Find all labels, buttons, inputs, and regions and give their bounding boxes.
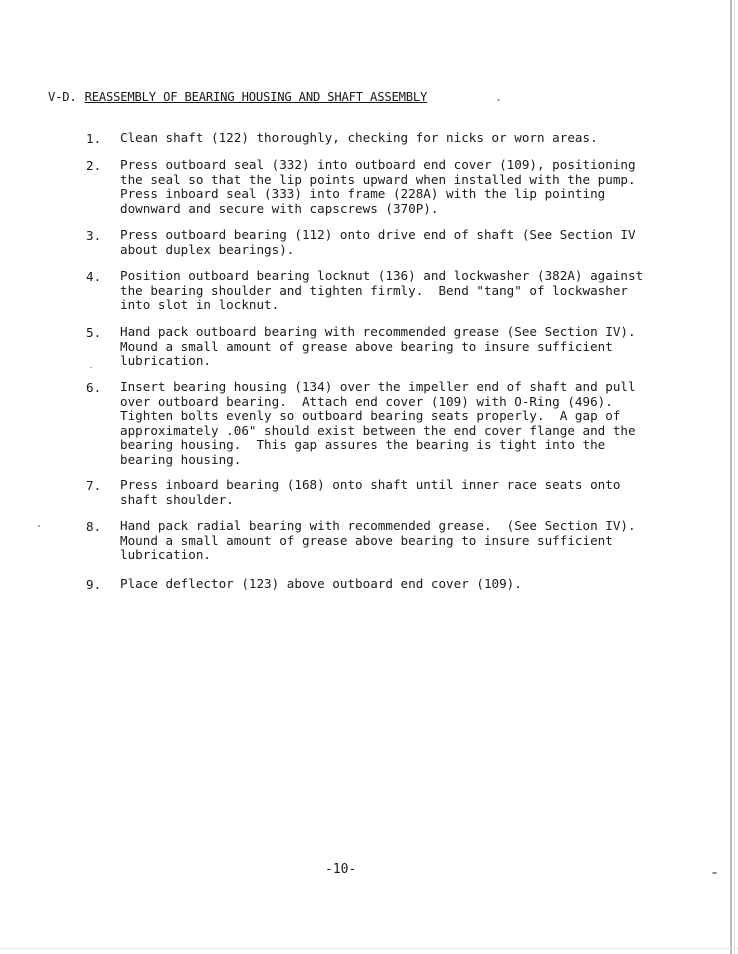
scan-speck <box>712 872 717 874</box>
step-text: Press outboard bearing (112) onto drive end of shaft (See Section IV about duplex bearings). <box>120 227 636 257</box>
step-number: 5. <box>86 325 102 340</box>
step-number: 8. <box>86 519 102 534</box>
scan-speck <box>90 367 92 368</box>
step-number: 2. <box>86 158 102 173</box>
step-text: Insert bearing housing (134) over the impeller end of shaft and pull over outboard bearing. Attach end cover (109) with O-Ring (496). Tighten bolts evenly so outboard bearing seats properly. A gap of approximately .06" should exist between the end cover flange and the bearing housing. This gap assures the bearing is tight into the bearing housing. <box>120 379 636 467</box>
section-heading <box>48 90 427 104</box>
step-number: 7. <box>86 478 102 493</box>
step-number: 6. <box>86 380 102 395</box>
scan-speck <box>38 525 40 527</box>
scan-edge-right-inner <box>734 0 735 954</box>
step-text: Place deflector (123) above outboard end cover (109). <box>120 576 522 591</box>
step-number: 4. <box>86 269 102 284</box>
step-text: Press inboard bearing (168) onto shaft until inner race seats onto shaft shoulder. <box>120 477 621 507</box>
scan-edge-bottom <box>0 948 738 949</box>
step-text: Hand pack outboard bearing with recommended grease (See Section IV). Mound a small amount of grease above bearing to insure sufficient lubrication. <box>120 324 636 369</box>
section-title: REASSEMBLY OF BEARING HOUSING AND SHAFT ASSEMBLY <box>84 90 428 104</box>
step-text: Hand pack radial bearing with recommended grease. (See Section IV). Mound a small amount of grease above bearing to insure sufficient lubrication. <box>120 518 636 563</box>
step-text: Clean shaft (122) thoroughly, checking for nicks or worn areas. <box>120 130 598 145</box>
step-number: 3. <box>86 228 102 243</box>
step-number: 9. <box>86 577 102 592</box>
step-text: Press outboard seal (332) into outboard end cover (109), positioning the seal so that the lip points upward when installed with the pump. Press inboard seal (333) into frame (228A) with the lip pointing downward and secure with capscrews (370P). <box>120 157 636 216</box>
section-number: V-D. <box>48 90 77 104</box>
scan-edge-right <box>730 0 732 954</box>
scan-speck <box>497 99 500 101</box>
step-text: Position outboard bearing locknut (136) and lockwasher (382A) against the bearing shoulder and tighten firmly. Bend "tang" of lockwasher into slot in locknut. <box>120 268 644 313</box>
step-number: 1. <box>86 131 102 146</box>
page-number: -10- <box>325 862 357 877</box>
